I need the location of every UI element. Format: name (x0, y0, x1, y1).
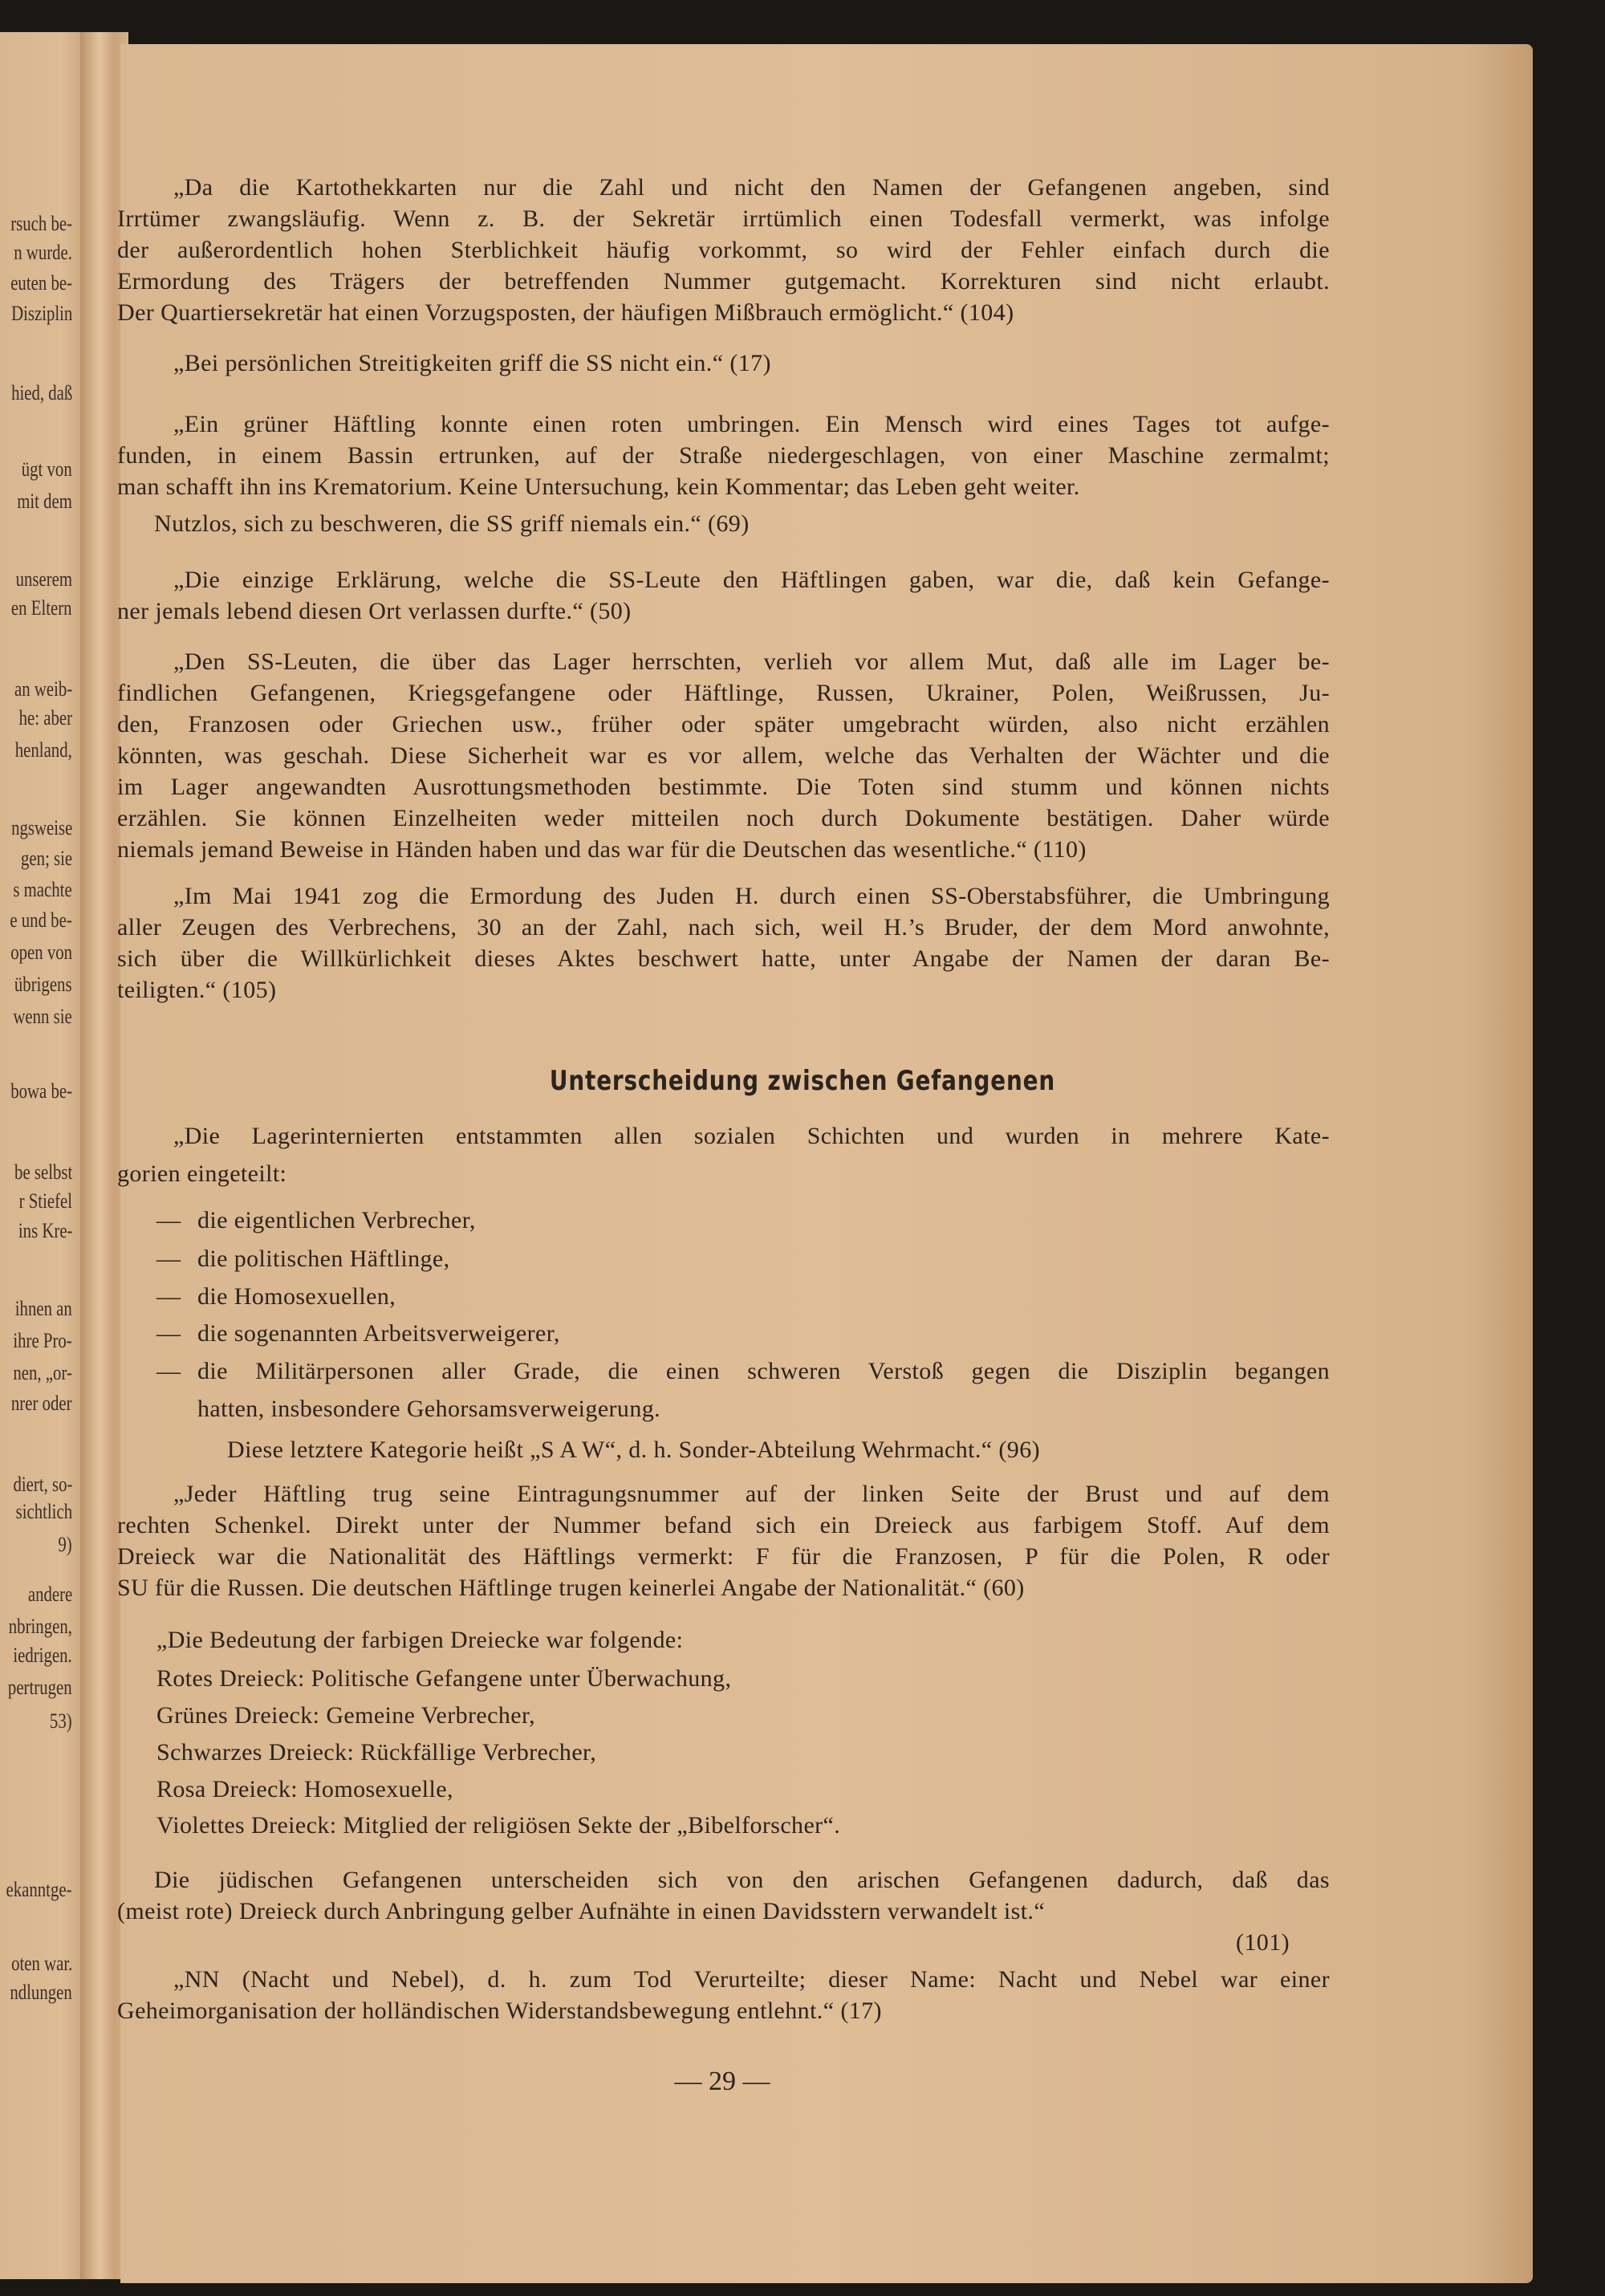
text-line: könnten, was geschah. Diese Sicherheit war es vor allem, welche das Verhalten der Wächter und die (117, 742, 1330, 769)
text-line: Nutzlos, sich zu beschweren, die SS griff niemals ein.“ (69) (154, 510, 750, 537)
text-line: „Im Mai 1941 zog die Ermordung des Juden H. durch einen SS-Oberstabsführer, die Umbringung (173, 883, 1330, 909)
facing-page-line: Disziplin (10, 302, 72, 325)
text-line: „Den SS-Leuten, die über das Lager herrschten, verlieh vor allem Mut, daß alle im Lager be- (173, 648, 1330, 675)
facing-page-line: r Stiefel (18, 1189, 72, 1213)
facing-page (0, 32, 88, 2279)
text-line: gorien eingeteilt: (117, 1160, 287, 1187)
facing-page-line: open von (10, 941, 72, 964)
facing-page-line: unserem (15, 567, 72, 591)
list-dash: — (156, 1283, 181, 1310)
text-line: im Lager angewandten Ausrottungsmethoden bestimmte. Die Toten sind stumm und können nichts (117, 774, 1330, 800)
facing-page-line: hied, daß (10, 381, 72, 404)
text-line: „NN (Nacht und Nebel), d. h. zum Tod Verurteilte; dieser Name: Nacht und Nebel war einer (173, 1966, 1330, 1993)
list-dash: — (156, 1320, 181, 1347)
facing-page-line: iedrigen. (13, 1644, 72, 1667)
text-line: (101) (1236, 1929, 1290, 1956)
facing-page-line: e und be- (10, 908, 72, 932)
facing-page-line: he: aber (18, 706, 72, 729)
text-line: sich über die Willkürlichkeit dieses Aktes beschwert hatte, unter Angabe der Namen der daran Be- (117, 945, 1330, 972)
text-line: Geheimorganisation der holländischen Widerstandsbewegung entlehnt.“ (17) (117, 1997, 882, 2024)
page-number: — 29 — (674, 2066, 770, 2096)
text-line: aller Zeugen des Verbrechens, 30 an der Zahl, nach sich, weil H.’s Bruder, der dem Mord anwohnte, (117, 914, 1330, 941)
facing-page-line: 53) (50, 1709, 72, 1733)
text-line: Rosa Dreieck: Homosexuelle, (156, 1776, 453, 1802)
facing-page-line: 9) (58, 1533, 72, 1556)
text-line: man schafft ihn ins Krematorium. Keine Untersuchung, kein Kommentar; das Leben geht weiter. (117, 473, 1080, 500)
text-line: „Bei persönlichen Streitigkeiten griff die SS nicht ein.“ (17) (173, 350, 771, 376)
text-line: Ermordung des Trägers der betreffenden Nummer gutgemacht. Korrekturen sind nicht erlaubt. (117, 268, 1330, 295)
text-line: Rotes Dreieck: Politische Gefangene unter Überwachung, (156, 1665, 732, 1692)
facing-page-line: ihre Pro- (13, 1329, 72, 1352)
text-line: „Ein grüner Häftling konnte einen roten umbringen. Ein Mensch wird eines Tages tot aufge- (173, 411, 1330, 437)
text-line: Dreieck war die Nationalität des Häftlings vermerkt: F für die Franzosen, P für die Polen, R oder (117, 1543, 1330, 1570)
text-line: niemals jemand Beweise in Händen haben und das war für die Deutschen das wesentliche.“ (110) (117, 836, 1087, 863)
facing-page-line: diert, so- (13, 1473, 72, 1496)
facing-page-line: rsuch be- (10, 212, 72, 235)
facing-page-line: mit dem (17, 490, 72, 513)
text-line: Irrtümer zwangsläufig. Wenn z. B. der Sekretär irrtümlich einen Todesfall vermerkt, was infolge (117, 205, 1330, 232)
text-line: findlichen Gefangenen, Kriegsgefangene oder Häftlinge, Russen, Ukrainer, Polen, Weißrussen, Ju- (117, 680, 1330, 706)
facing-page-line: ngsweise (10, 816, 72, 839)
facing-page-line: nen, „or- (13, 1361, 72, 1384)
text-line: Schwarzes Dreieck: Rückfällige Verbrecher, (156, 1739, 597, 1766)
text-line: „Die Bedeutung der farbigen Dreiecke war folgende: (156, 1627, 684, 1653)
facing-page-line: ndlungen (10, 1981, 72, 2004)
text-line: erzählen. Sie können Einzelheiten weder mitteilen noch durch Dokumente bestätigen. Daher würde (117, 805, 1330, 831)
facing-page-line: wenn sie (13, 1005, 72, 1028)
text-line: Die jüdischen Gefangenen unterscheiden sich von den arischen Gefangenen dadurch, daß das (154, 1867, 1330, 1893)
text-line: „Die einzige Erklärung, welche die SS-Leute den Häftlingen gaben, war die, daß kein Gefange- (173, 567, 1330, 593)
text-line: ner jemals lebend diesen Ort verlassen durfte.“ (50) (117, 598, 632, 624)
facing-page-line: ügt von (22, 457, 72, 481)
facing-page-line: en Eltern (11, 596, 72, 620)
list-dash: — (156, 1207, 181, 1233)
list-dash: — (156, 1246, 181, 1272)
text-line: „Da die Kartothekkarten nur die Zahl und nicht den Namen der Gefangenen angeben, sind (173, 174, 1330, 201)
text-line: Violettes Dreieck: Mitglied der religiösen Sekte der „Bibelforscher“. (156, 1812, 841, 1839)
facing-page-line: henland, (14, 738, 72, 762)
facing-page-line: oten war. (10, 1952, 72, 1975)
text-line: funden, in einem Bassin ertrunken, auf der Straße niedergeschlagen, von einer Maschine zermalmt; (117, 442, 1330, 469)
list-item: die sogenannten Arbeitsverweigerer, (197, 1320, 560, 1347)
facing-page-line: gen; sie (20, 847, 72, 870)
facing-page-line: be selbst (14, 1160, 72, 1184)
section-heading: Unterscheidung zwischen Gefangenen (549, 1065, 1056, 1097)
facing-page-line: pertrugen (8, 1676, 72, 1699)
text-line: den, Franzosen oder Griechen usw., früher oder später umgebracht würden, also nicht erzählen (117, 711, 1330, 738)
facing-page-line: ihnen an (14, 1297, 72, 1320)
text-line: teiligten.“ (105) (117, 977, 277, 1003)
text-line: (meist rote) Dreieck durch Anbringung gelber Aufnähte in einen Davidsstern verwandelt ist.“ (117, 1898, 1046, 1924)
text-line: Der Quartiersekretär hat einen Vorzugsposten, der häufigen Mißbrauch ermöglicht.“ (104) (117, 299, 1014, 326)
facing-page-line: n wurde. (14, 241, 72, 264)
facing-page-line: ins Kre- (18, 1219, 72, 1242)
facing-page-line: ekanntge- (6, 1878, 72, 1901)
facing-page-line: nrer oder (11, 1392, 72, 1415)
text-line: rechten Schenkel. Direkt unter der Nummer befand sich ein Dreieck aus farbigem Stoff. Auf dem (117, 1512, 1330, 1538)
facing-page-line: s machte (13, 878, 72, 901)
text-line: SU für die Russen. Die deutschen Häftlinge trugen keinerlei Angabe der Nationalität.“ (60) (117, 1575, 1025, 1601)
text-line: Diese letztere Kategorie heißt „S A W“, d. h. Sonder-Abteilung Wehrmacht.“ (96) (227, 1437, 1041, 1463)
list-item: die eigentlichen Verbrecher, (197, 1207, 476, 1233)
list-dash: — (156, 1358, 181, 1384)
facing-page-line: an weib- (14, 677, 72, 701)
facing-page-line: sichtlich (15, 1500, 72, 1523)
list-item: die Homosexuellen, (197, 1283, 396, 1310)
text-line: der außerordentlich hohen Sterblichkeit häufig vorkommt, so wird der Fehler einfach durch die (117, 237, 1330, 263)
facing-page-line: euten be- (10, 271, 72, 295)
facing-page-line: andere (27, 1583, 72, 1606)
list-item: die politischen Häftlinge, (197, 1246, 450, 1272)
facing-page-line: übrigens (14, 973, 72, 996)
facing-page-line: nbringen, (8, 1615, 72, 1638)
list-item: die Militärpersonen aller Grade, die einen schweren Verstoß gegen die Disziplin begangen (197, 1358, 1330, 1384)
text-line: hatten, insbesondere Gehorsamsverweigerung. (197, 1396, 661, 1422)
book-page (120, 44, 1533, 2283)
facing-page-line: bowa be- (10, 1079, 72, 1103)
text-line: Grünes Dreieck: Gemeine Verbrecher, (156, 1702, 536, 1729)
text-line: „Jeder Häftling trug seine Eintragungsnummer auf der linken Seite der Brust und auf dem (173, 1481, 1330, 1507)
text-line: „Die Lagerinternierten entstammten allen sozialen Schichten und wurden in mehrere Kate- (173, 1123, 1330, 1149)
